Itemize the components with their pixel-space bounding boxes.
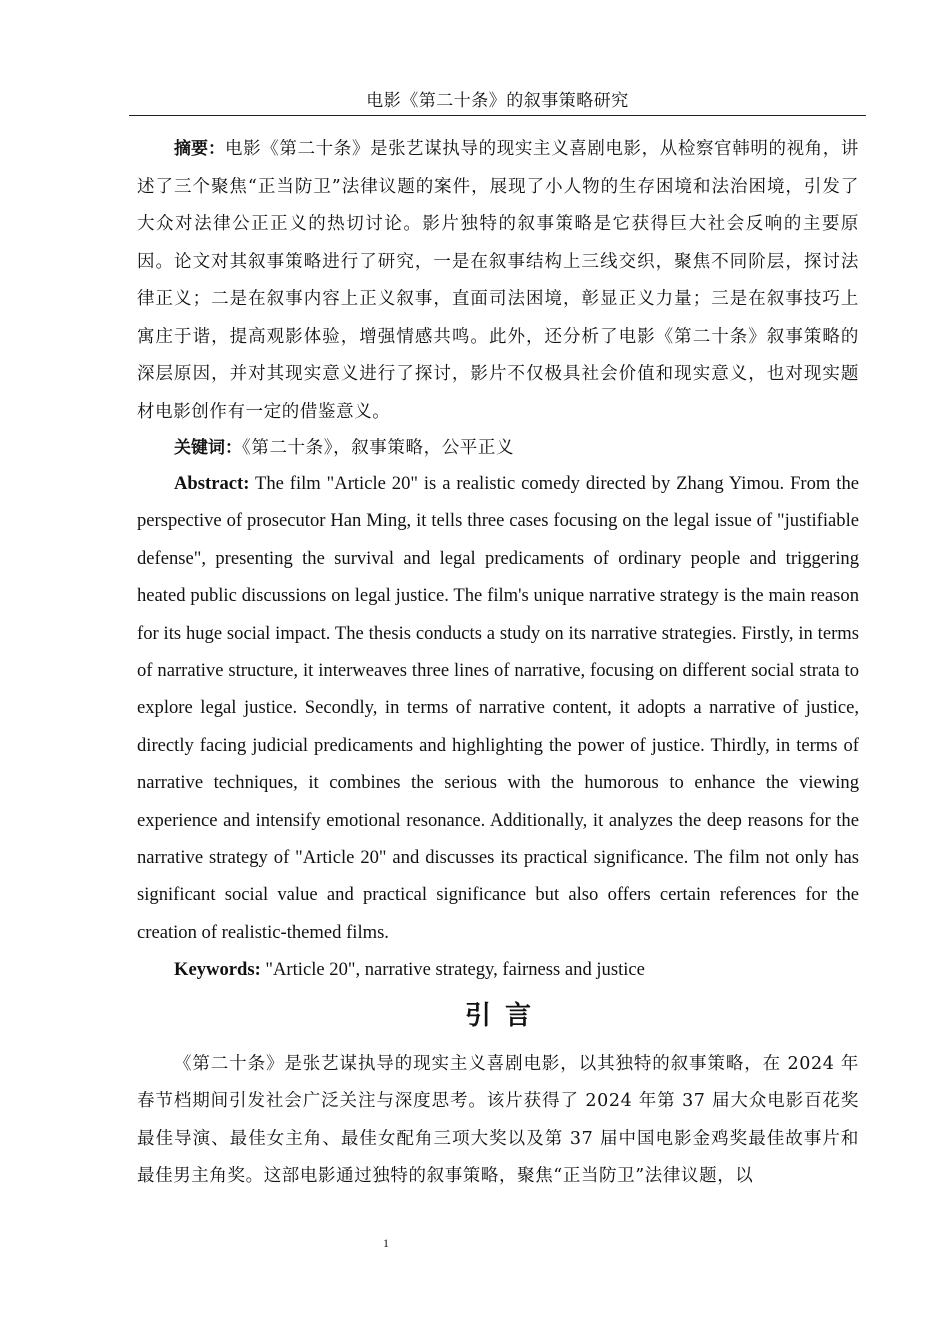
english-abstract-text: The film "Article 20" is a realistic comedy directed by Zhang Yimou. From the perspective of prosecutor Han Ming, it tells three cases focusing on the legal issue of "justifiable defense", presenting the survival and legal predicaments of ordinary people and triggering heated public discussions on legal justice. The film's unique narrative strategy is the main reason for its huge social impact. The thesis conducts a study on its narrative strategies. Firstly, in terms of narrative structure, it interweaves three lines of narrative, focusing on different social strata to explore legal justice. Secondly, in terms of narrative content, it adopts a narrative of justice, directly facing judicial predicaments and highlighting the power of justice. Thirdly, in terms of narrative techniques, it combines the serious with the humorous to enhance the viewing experience and intensify emotional resonance. Additionally, it analyzes the deep reasons for the narrative strategy of "Article 20" and discusses its practical significance. The film not only has significant social value and practical significance but also offers certain references for the creation of realistic-themed films. xyxy=(137,473,859,943)
chinese-keywords xyxy=(137,431,859,465)
chinese-abstract-text: 电影《第二十条》是张艺谋执导的现实主义喜剧电影，从检察官韩明的视角，讲述了三个聚焦“正当防卫”法律议题的案件，展现了小人物的生存困境和法治困境，引发了大众对法律公正正义的热切讨论。影片独特的叙事策略是它获得巨大社会反响的主要原因。论文对其叙事策略进行了研究，一是在叙事结构上三线交织，聚焦不同阶层，探讨法律正义；二是在叙事内容上正义叙事，直面司法困境，彰显正义力量；三是在叙事技巧上寓庄于谐，提高观影体验，增强情感共鸣。此外，还分析了电影《第二十条》叙事策略的深层原因，并对其现实意义进行了探讨，影片不仅极具社会价值和现实意义，也对现实题材电影创作有一定的借鉴意义。 xyxy=(137,139,860,422)
english-abstract-label: Abstract: xyxy=(174,473,250,494)
page-number: 1 xyxy=(383,1236,389,1250)
english-abstract xyxy=(137,465,859,951)
chinese-abstract xyxy=(137,131,859,431)
chinese-abstract-label: 摘要： xyxy=(174,139,226,159)
page-body xyxy=(137,131,859,1195)
english-keywords-label: Keywords: xyxy=(174,959,261,981)
english-keywords xyxy=(137,951,859,988)
introduction-heading: 引言 xyxy=(464,1001,545,1032)
running-header-title: 电影《第二十条》的叙事策略研究 xyxy=(366,91,629,111)
chinese-keywords-text: 《第二十条》，叙事策略，公平正义 xyxy=(242,438,515,458)
introduction-paragraph: 《第二十条》是张艺谋执导的现实主义喜剧电影，以其独特的叙事策略，在 2024 年春节档期间引发社会广泛关注与深度思考。该片获得了 2024 年第 37 届大众电影百花奖最佳导演、最佳女主角、最佳女配角三项大奖以及第 37 届中国电影金鸡奖最佳故事片和最佳男主角奖。这部电影通过独特的叙事策略，聚焦“正当防卫”法律议题，以 xyxy=(137,1054,859,1186)
english-keywords-text: "Article 20", narrative strategy, fairness and justice xyxy=(260,959,645,981)
header-divider xyxy=(129,115,866,116)
chinese-keywords-label: 关键词： xyxy=(174,438,242,458)
